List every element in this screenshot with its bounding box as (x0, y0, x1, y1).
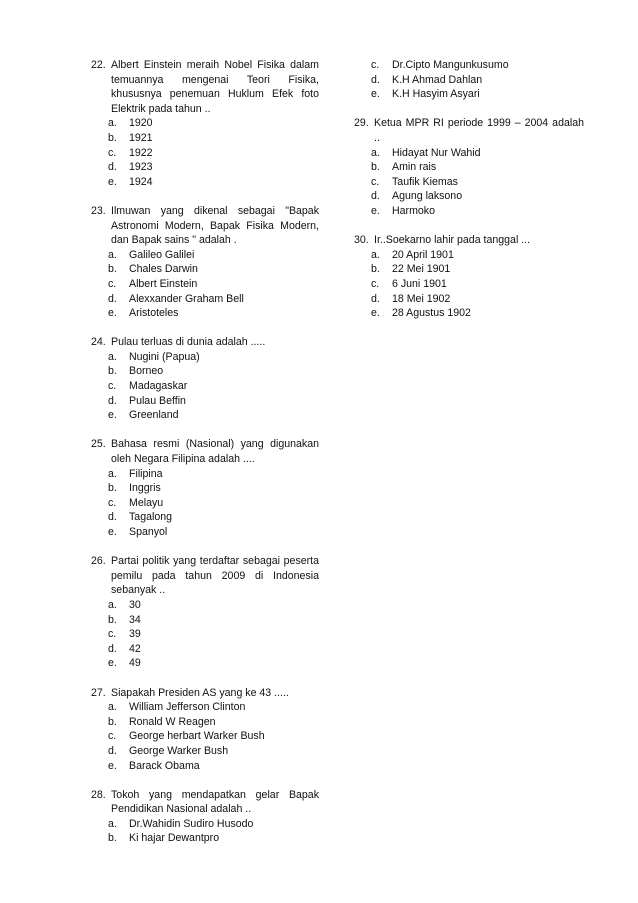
answer-option (91, 248, 319, 263)
option-letter: c. (108, 380, 117, 393)
option-text: 1920 (129, 117, 153, 130)
question (91, 58, 319, 189)
answer-option (91, 817, 319, 832)
option-text: Agung laksono (392, 190, 463, 203)
option-text: 1922 (129, 146, 153, 159)
question (354, 233, 584, 321)
answer-option (354, 248, 584, 263)
option-text: Dr.Wahidin Sudiro Husodo (129, 817, 254, 830)
option-letter: a. (108, 467, 117, 480)
option-text: Aristoteles (129, 307, 179, 320)
option-text: 34 (129, 613, 141, 626)
question-stem (91, 686, 319, 701)
option-text: Taufik Kiemas (392, 175, 458, 188)
answer-option (91, 496, 319, 511)
option-letter: b. (108, 715, 117, 728)
option-letter: c. (371, 175, 380, 188)
answer-option (91, 116, 319, 131)
question-number: 24. (91, 336, 106, 349)
option-letter: a. (108, 350, 117, 363)
answer-option (91, 729, 319, 744)
option-letter: d. (108, 292, 117, 305)
answer-option (91, 262, 319, 277)
option-letter: d. (108, 394, 117, 407)
question-stem (354, 233, 584, 248)
option-text: William Jefferson Clinton (129, 701, 246, 714)
answer-option (354, 306, 584, 321)
option-letter: d. (108, 642, 117, 655)
answer-option (354, 277, 584, 292)
option-text: Barack Obama (129, 759, 200, 772)
question-stem (91, 204, 319, 248)
question-text: Pulau terluas di dunia adalah ..... (111, 336, 266, 349)
option-letter: b. (108, 131, 117, 144)
answer-option (91, 350, 319, 365)
question-text: Bahasa resmi (Nasional) yang digunakan oleh Negara Filipina adalah .... (111, 438, 319, 466)
option-letter: e. (371, 204, 380, 217)
option-letter: b. (108, 832, 117, 845)
option-letter: a. (371, 248, 380, 261)
option-text: 1921 (129, 131, 153, 144)
option-letter: a. (371, 146, 380, 159)
option-text: 30 (129, 598, 141, 611)
answer-option (354, 146, 584, 161)
answer-option (91, 467, 319, 482)
right-questions (354, 116, 584, 320)
option-letter: b. (371, 161, 380, 174)
option-letter: a. (108, 701, 117, 714)
answer-option (91, 598, 319, 613)
option-letter: e. (371, 88, 380, 101)
option-text: Dr.Cipto Mangunkusumo (392, 59, 509, 71)
option-letter: b. (108, 263, 117, 276)
option-text: K.H Ahmad Dahlan (392, 73, 483, 86)
option-text: 39 (129, 628, 141, 641)
question (354, 116, 584, 218)
option-text: George Warker Bush (129, 744, 229, 757)
answer-option (354, 292, 584, 307)
question-number: 28. (91, 788, 106, 801)
answer-option (91, 131, 319, 146)
question-stem (91, 788, 319, 817)
question (91, 554, 319, 671)
question-number: 23. (91, 204, 106, 217)
option-text: Ki hajar Dewantpro (129, 832, 220, 845)
answer-option (354, 160, 584, 175)
option-letter: d. (371, 73, 380, 86)
question-stem (91, 335, 319, 350)
option-text: Nugini (Papua) (129, 350, 200, 363)
option-text: K.H Hasyim Asyari (392, 88, 480, 101)
question-stem (91, 58, 319, 116)
option-letter: e. (108, 175, 117, 188)
question-stem (91, 554, 319, 598)
option-text: Filipina (129, 467, 163, 480)
option-text: Melayu (129, 496, 164, 509)
answer-option (354, 73, 584, 88)
option-letter: a. (108, 248, 117, 261)
answer-option (91, 642, 319, 657)
answer-option (91, 525, 319, 540)
answer-option (91, 379, 319, 394)
option-letter: a. (108, 117, 117, 130)
answer-option (91, 408, 319, 423)
question-text: Ilmuwan yang dikenal sebagai "Bapak Astronomi Modern, Bapak Fisika Modern, dan Bapak sains " adalah . (111, 204, 319, 247)
answer-option (354, 204, 584, 219)
question-text: Siapakah Presiden AS yang ke 43 ..... (111, 686, 289, 699)
option-text: 1923 (129, 161, 153, 174)
answer-option (91, 831, 319, 846)
option-letter: a. (108, 598, 117, 611)
question-28-continuation (354, 58, 584, 102)
option-letter: b. (108, 365, 117, 378)
question-stem (91, 437, 319, 466)
option-text: Albert Einstein (129, 277, 198, 290)
option-letter: c. (108, 277, 117, 290)
option-text: 42 (129, 642, 141, 655)
question (91, 335, 319, 423)
question-text: Tokoh yang mendapatkan gelar Bapak Pendidikan Nasional adalah .. (111, 788, 319, 816)
option-text: 28 Agustus 1902 (392, 307, 471, 320)
answer-option (354, 87, 584, 102)
option-text: Pulau Beffin (129, 394, 186, 407)
option-text: 18 Mei 1902 (392, 292, 451, 305)
option-text: Chales Darwin (129, 263, 198, 276)
option-text: Spanyol (129, 526, 168, 538)
option-letter: e. (108, 409, 117, 422)
option-text: Galileo Galilei (129, 248, 195, 261)
question-number: 27. (91, 686, 106, 699)
question-stem (354, 116, 584, 145)
option-text: 20 April 1901 (392, 248, 454, 261)
answer-option (91, 510, 319, 525)
question (91, 686, 319, 774)
answer-option (91, 306, 319, 321)
option-text: Ronald W Reagen (129, 715, 216, 728)
answer-option (91, 175, 319, 190)
option-text: 49 (129, 657, 141, 670)
option-text: 1924 (129, 175, 153, 188)
question-text: Partai politik yang terdaftar sebagai peserta pemilu pada tahun 2009 di Indonesia sebanyak .. (111, 555, 319, 597)
answer-option (91, 700, 319, 715)
answer-option (91, 481, 319, 496)
option-text: Borneo (129, 365, 164, 378)
question (91, 437, 319, 539)
question-number: 30. (354, 234, 369, 247)
option-letter: e. (108, 307, 117, 320)
answer-option (354, 262, 584, 277)
question (91, 204, 319, 321)
option-letter: d. (371, 292, 380, 305)
answer-option (91, 715, 319, 730)
answer-option (91, 292, 319, 307)
left-column (91, 58, 319, 861)
answer-option (91, 364, 319, 379)
answer-option (91, 759, 319, 774)
question-text: Albert Einstein meraih Nobel Fisika dalam temuannya mengenai Teori Fisika, khususnya penemuan Huklum Efek foto Elektrik pada tahun .. (111, 59, 319, 115)
option-text: Tagalong (129, 511, 173, 524)
option-letter: d. (108, 161, 117, 174)
option-letter: c. (371, 59, 380, 71)
option-letter: e. (371, 307, 380, 320)
option-letter: b. (371, 263, 380, 276)
answer-option (354, 58, 584, 73)
answer-option (354, 175, 584, 190)
option-letter: c. (371, 277, 380, 290)
option-text: Greenland (129, 409, 179, 422)
question (91, 788, 319, 846)
option-letter: e. (108, 657, 117, 670)
question-text: Ir..Soekarno lahir pada tanggal ... (374, 234, 531, 247)
option-letter: d. (108, 744, 117, 757)
answer-option (91, 656, 319, 671)
option-text: 6 Juni 1901 (392, 277, 447, 290)
option-letter: b. (108, 482, 117, 495)
option-letter: a. (108, 817, 117, 830)
option-letter: d. (108, 511, 117, 524)
option-letter: e. (108, 759, 117, 772)
option-letter: c. (108, 628, 117, 641)
option-text: George herbart Warker Bush (129, 730, 265, 743)
question-number: 22. (91, 59, 106, 71)
answer-option (91, 160, 319, 175)
option-letter: d. (371, 190, 380, 203)
question-number: 25. (91, 438, 106, 451)
option-text: Hidayat Nur Wahid (392, 146, 481, 159)
option-letter: e. (108, 526, 117, 538)
answer-option (91, 744, 319, 759)
answer-option (91, 394, 319, 409)
option-letter: c. (108, 146, 117, 159)
answer-option (354, 189, 584, 204)
question-number: 26. (91, 555, 106, 568)
option-text: Madagaskar (129, 380, 188, 393)
option-letter: c. (108, 496, 117, 509)
option-text: Alexxander Graham Bell (129, 292, 244, 305)
option-text: Inggris (129, 482, 161, 495)
right-column (354, 58, 584, 335)
option-letter: b. (108, 613, 117, 626)
answer-option (91, 613, 319, 628)
question-number: 29. (354, 117, 369, 130)
question-text: Ketua MPR RI periode 1999 – 2004 adalah .. (374, 117, 584, 144)
option-text: Harmoko (392, 204, 435, 217)
option-text: 22 Mei 1901 (392, 263, 451, 276)
option-letter: c. (108, 730, 117, 743)
answer-option (91, 277, 319, 292)
answer-option (91, 146, 319, 161)
option-text: Amin rais (392, 161, 437, 174)
answer-option (91, 627, 319, 642)
